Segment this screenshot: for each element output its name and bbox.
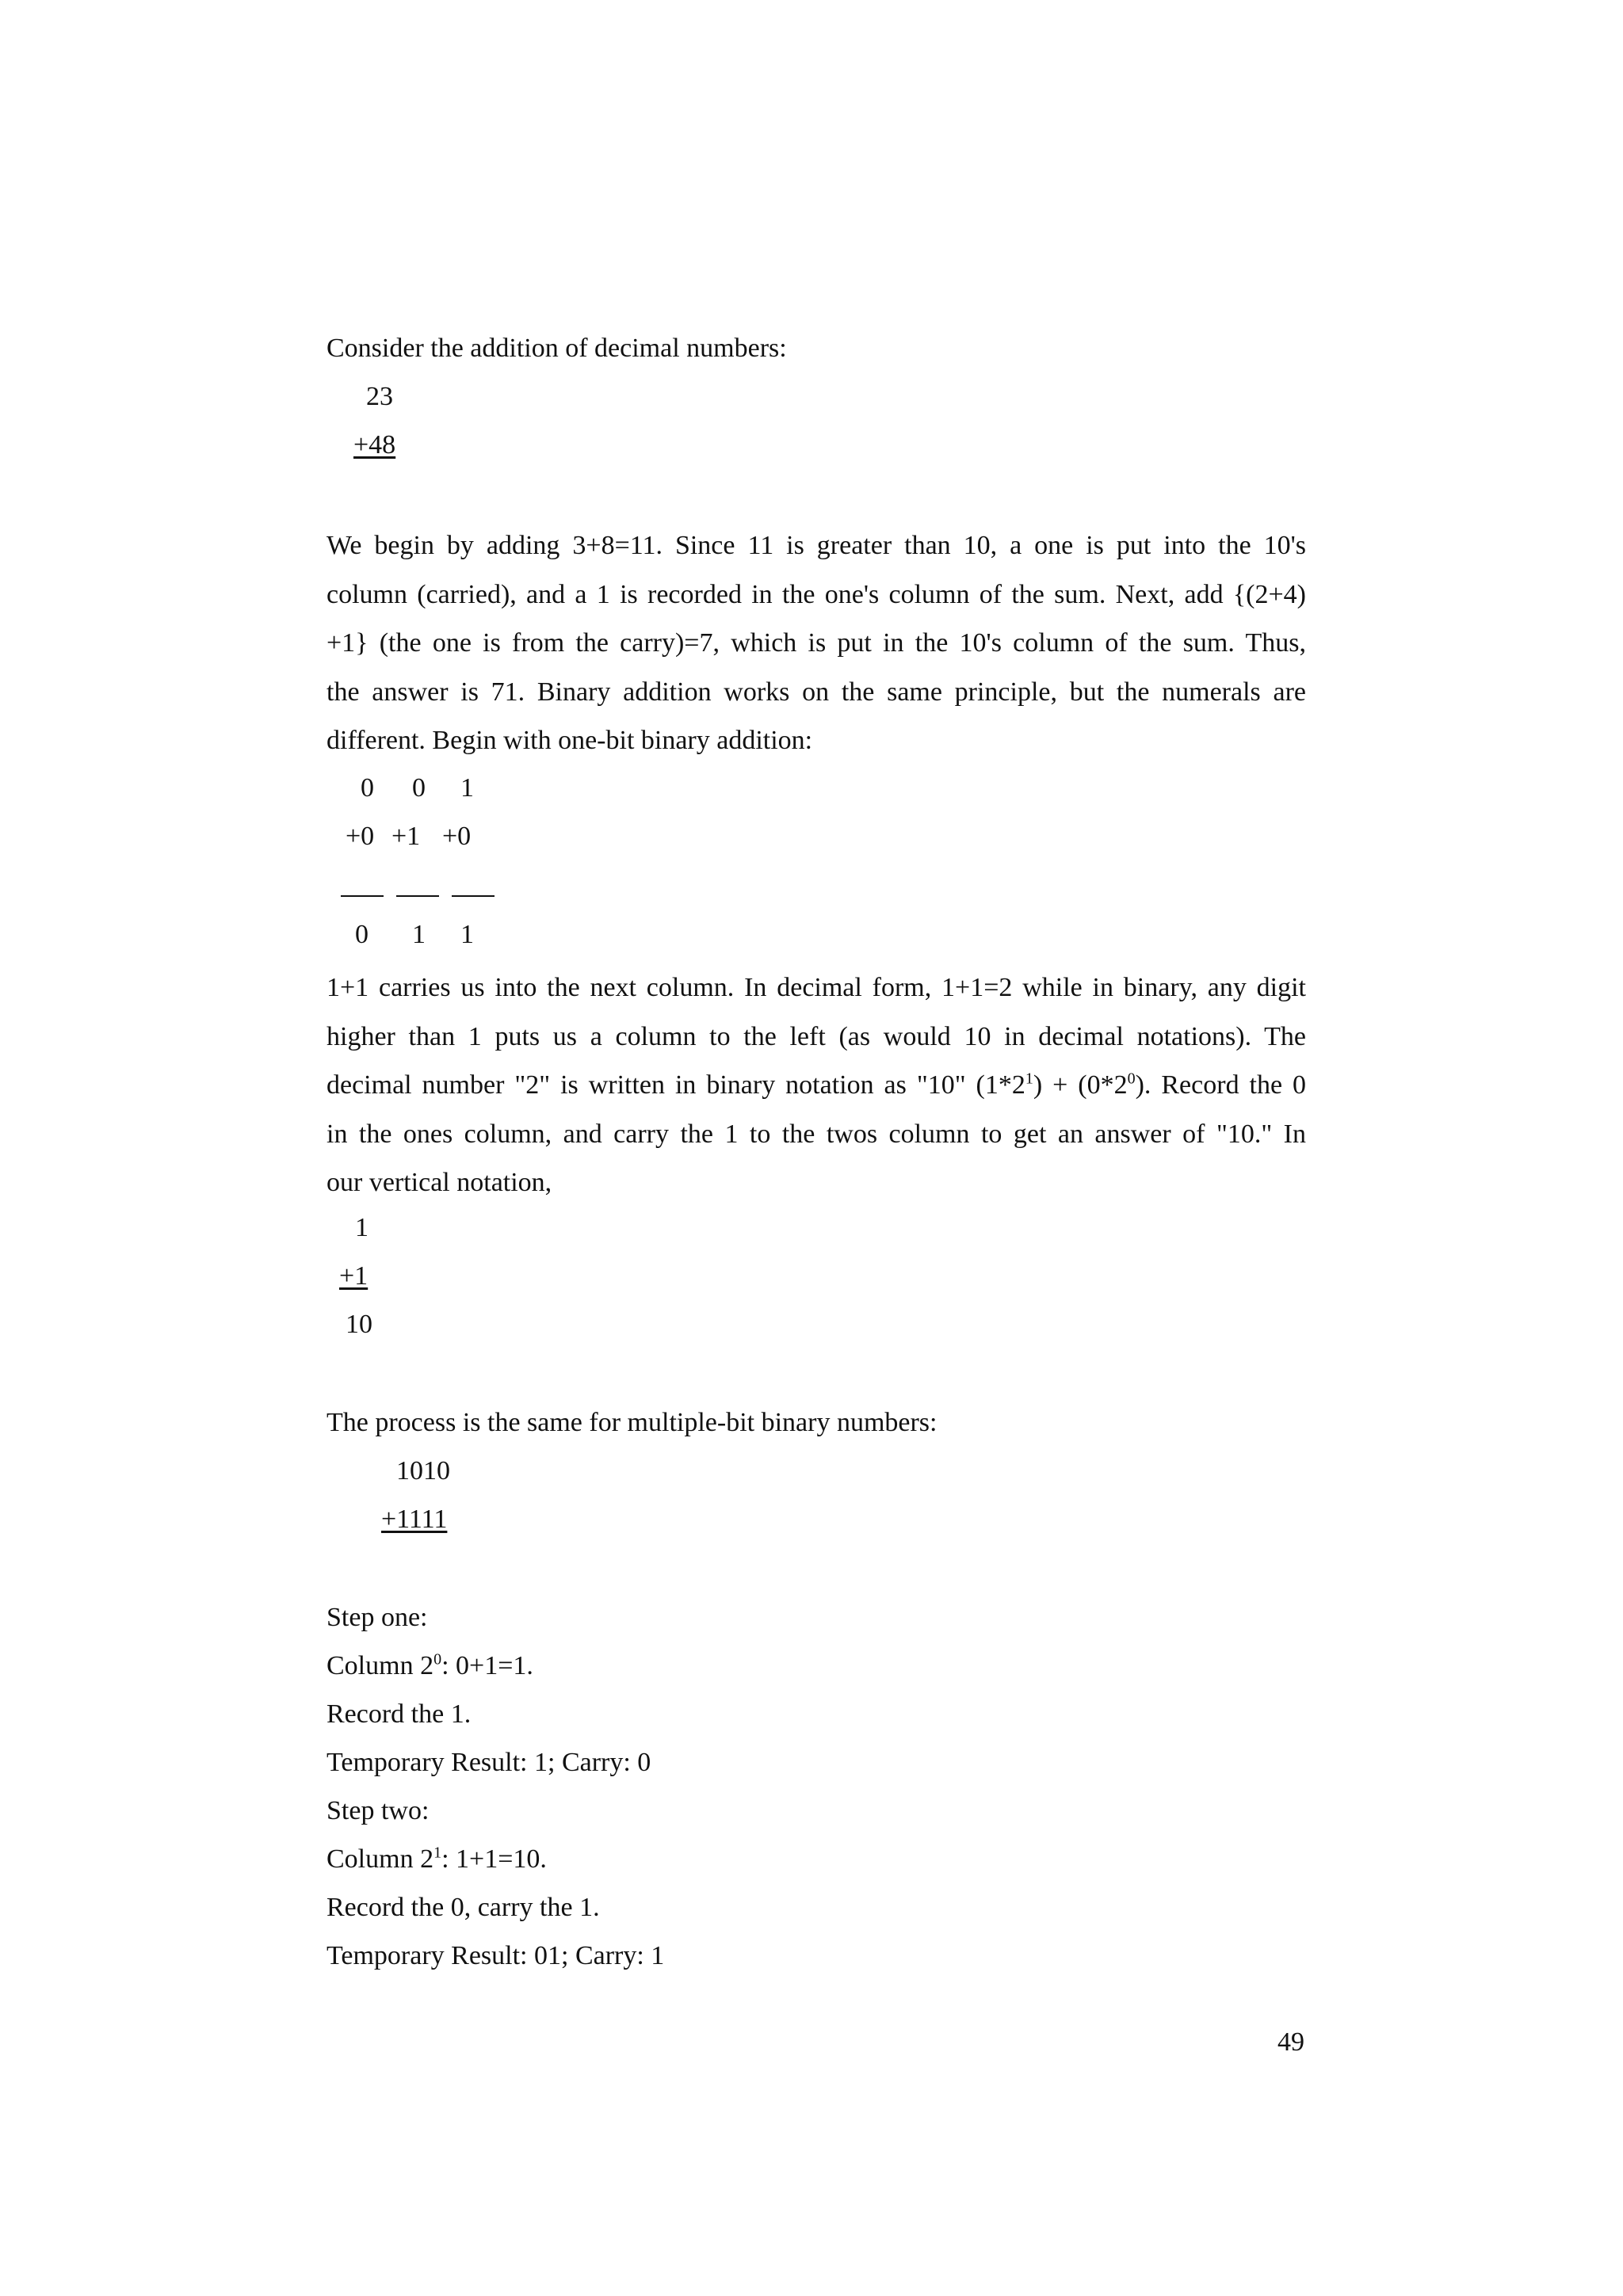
page-number: 49 xyxy=(1277,2027,1304,2057)
step-text: Column 2 xyxy=(327,1651,434,1680)
one-bit-top-1: 0 xyxy=(412,773,426,803)
decimal-bottom-operand: +48 xyxy=(353,430,396,460)
step-one-column xyxy=(327,1650,533,1682)
superscript: 0 xyxy=(1127,1070,1136,1088)
one-bit-sum-0: 0 xyxy=(355,920,369,949)
step-two-column xyxy=(327,1844,547,1875)
superscript: 1 xyxy=(433,1844,442,1862)
explanation-paragraph-2 xyxy=(327,963,1306,1207)
vertical-top: 1 xyxy=(355,1213,369,1242)
paragraph-line xyxy=(327,1061,1306,1110)
one-bit-top-0: 0 xyxy=(361,773,374,803)
one-bit-addend-0: +0 xyxy=(346,822,375,851)
decimal-top-operand: 23 xyxy=(366,382,393,411)
superscript: 0 xyxy=(433,1650,442,1669)
vertical-addend: +1 xyxy=(339,1261,369,1291)
one-bit-addend-2: +0 xyxy=(442,822,472,851)
step-one-heading: Step one: xyxy=(327,1603,428,1632)
step-text: : 1+1=10. xyxy=(441,1844,547,1874)
one-bit-sum-1: 1 xyxy=(412,920,426,949)
step-two-heading: Step two: xyxy=(327,1796,430,1825)
paragraph-line: higher than 1 puts us a column to the left (as would 10 in decimal notations). The xyxy=(327,1021,1306,1051)
step-two-record: Record the 0, carry the 1. xyxy=(327,1893,600,1922)
step-one-record: Record the 1. xyxy=(327,1699,472,1729)
superscript: 1 xyxy=(1025,1070,1033,1088)
explanation-paragraph-1 xyxy=(327,521,1306,765)
paragraph-line: column (carried), and a 1 is recorded in the one's column of the sum. Next, add {(2+4) xyxy=(327,579,1306,609)
paragraph-line: +1} (the one is from the carry)=7, which is put in the 10's column of the sum. Thus, xyxy=(327,628,1306,658)
multibit-text: The process is the same for multiple-bit binary numbers: xyxy=(327,1408,938,1437)
sum-rule-2 xyxy=(452,895,495,897)
sum-rule-0 xyxy=(341,895,384,897)
step-text: : 0+1=1. xyxy=(441,1651,533,1680)
paragraph-line: our vertical notation, xyxy=(327,1168,552,1197)
vertical-sum: 10 xyxy=(346,1310,372,1339)
paragraph-line: different. Begin with one-bit binary addition: xyxy=(327,726,813,755)
paragraph-text: ) + (0*2 xyxy=(1033,1070,1128,1100)
one-bit-sum-2: 1 xyxy=(460,920,474,949)
multibit-top-operand: 1010 xyxy=(396,1456,450,1486)
sum-rule-1 xyxy=(396,895,439,897)
step-text: Column 2 xyxy=(327,1844,434,1874)
paragraph-text: decimal number "2" is written in binary notation as "10" (1*2 xyxy=(327,1070,1025,1100)
multibit-bottom-operand: +1111 xyxy=(381,1505,448,1534)
one-bit-addend-1: +1 xyxy=(391,822,421,851)
paragraph-line: 1+1 carries us into the next column. In decimal form, 1+1=2 while in binary, any digit xyxy=(327,973,1306,1002)
paragraph-line: We begin by adding 3+8=11. Since 11 is greater than 10, a one is put into the 10's xyxy=(327,531,1306,560)
paragraph-line: in the ones column, and carry the 1 to the twos column to get an answer of "10." In xyxy=(327,1119,1306,1149)
paragraph-text: ). Record the 0 xyxy=(1135,1070,1307,1100)
intro-text: Consider the addition of decimal numbers: xyxy=(327,334,787,363)
step-two-temp-result: Temporary Result: 01; Carry: 1 xyxy=(327,1941,665,1970)
one-bit-top-2: 1 xyxy=(460,773,474,803)
step-one-temp-result: Temporary Result: 1; Carry: 0 xyxy=(327,1748,651,1777)
paragraph-line: the answer is 71. Binary addition works on the same principle, but the numerals are xyxy=(327,677,1306,707)
